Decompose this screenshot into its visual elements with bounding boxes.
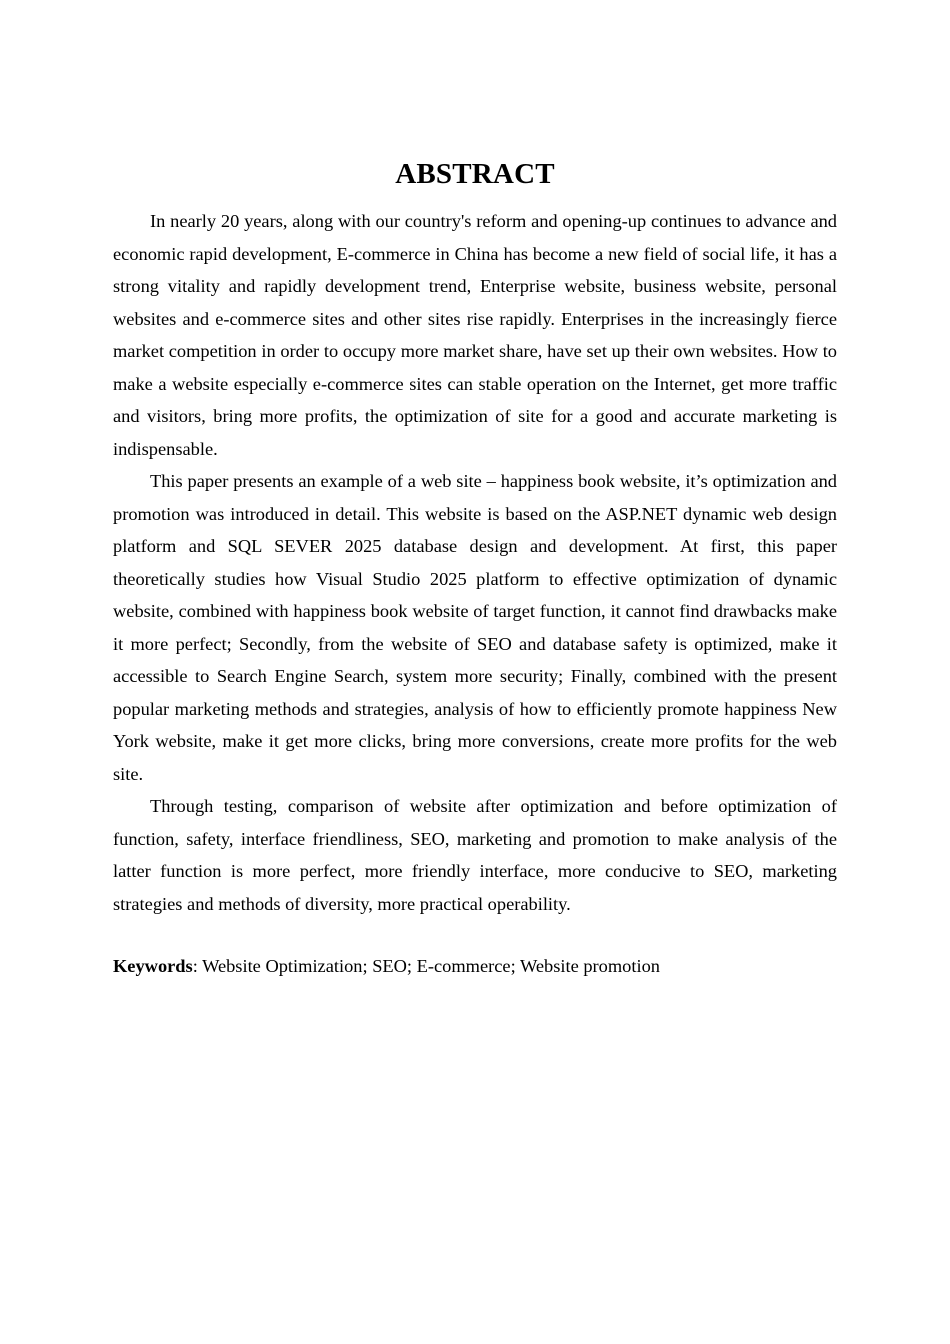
keywords-line: [113, 950, 837, 983]
keywords-separator: :: [192, 956, 203, 976]
abstract-paragraph-1: In nearly 20 years, along with our country's reform and opening-up continues to advance and economic rapid development, E-commerce in China has become a new field of social life, it has a strong vitality and rapidly development trend, Enterprise website, business website, personal websites and e-commerce sites and other sites rise rapidly. Enterprises in the increasingly fierce market competition in order to occupy more market share, have set up their own websites. How to make a website especially e-commerce sites can stable operation on the Internet, get more traffic and visitors, bring more profits, the optimization of site for a good and accurate marketing is indispensable.: [113, 211, 837, 459]
abstract-paragraph-3: Through testing, comparison of website after optimization and before optimization of function, safety, interface friendliness, SEO, marketing and promotion to make analysis of the latter function is more perfect, more friendly interface, more conducive to SEO, marketing strategies and methods of diversity, more practical operability.: [113, 796, 837, 914]
keywords-label: Keywords: [113, 956, 193, 976]
abstract-page: [113, 154, 837, 983]
keywords-text: Website Optimization; SEO; E-commerce; Website promotion: [202, 956, 660, 976]
abstract-title: ABSTRACT: [395, 158, 555, 190]
abstract-paragraph-2: This paper presents an example of a web site – happiness book website, it’s optimization and promotion was introduced in detail. This website is based on the ASP.NET dynamic web design platform and SQL SEVER 2025 database design and development. At first, this paper theoretically studies how Visual Studio 2025 platform to effective optimization of dynamic website, combined with happiness book website of target function, it cannot find drawbacks make it more perfect; Secondly, from the website of SEO and database safety is optimized, make it accessible to Search Engine Search, system more security; Finally, combined with the present popular marketing methods and strategies, analysis of how to efficiently promote happiness New York website, make it get more clicks, bring more conversions, create more profits for the web site.: [113, 471, 837, 784]
